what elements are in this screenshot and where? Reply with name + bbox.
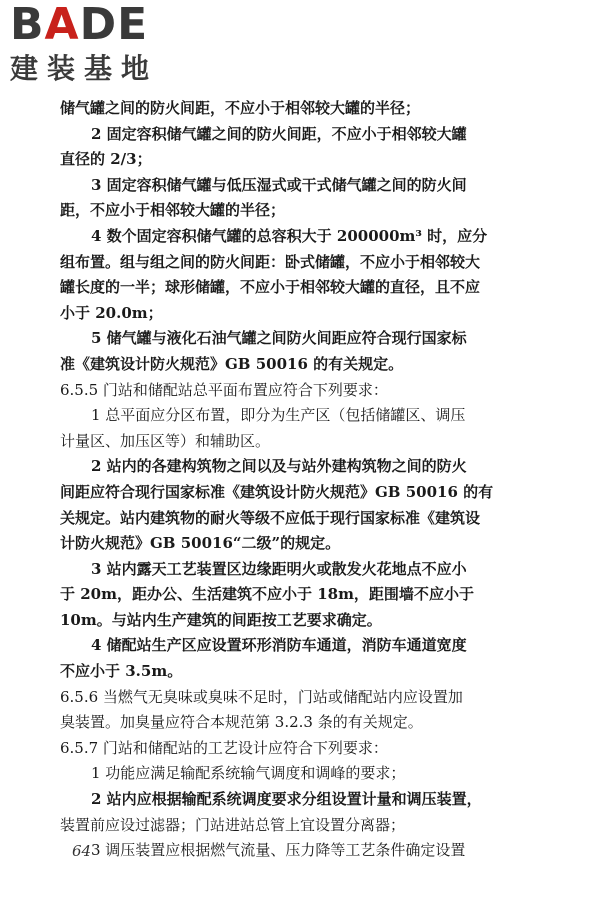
section-heading: 6.5.6 当燃气无臭味或臭味不足时，门站或储配站内应设置加 [60, 687, 463, 706]
text-line: 臭装置。加臭量应符合本规范第 3.2.3 条的有关规定。 [60, 713, 423, 732]
text-line: 准《建筑设计防火规范》GB 50016 的有关规定。 [60, 354, 404, 373]
text-line: 计量区、加压区等）和辅助区。 [60, 431, 271, 450]
clause-item: 4 数个固定容积储气罐的总容积大于 200000m³ 时，应分 [91, 226, 488, 245]
clause-item: 4 储配站生产区应设置环形消防车通道，消防车通道宽度 [91, 636, 467, 655]
text-line: 于 20m，距办公、生活建筑不应小于 18m，距围墙不应小于 [60, 585, 474, 604]
text-line: 距，不应小于相邻较大罐的半径； [60, 201, 286, 220]
text-line: 直径的 2/3； [60, 150, 152, 169]
section-heading: 6.5.7 门站和储配站的工艺设计应符合下列要求： [60, 738, 388, 757]
bade-logo [10, 2, 180, 92]
text-line: 关规定。站内建筑物的耐火等级不应低于现行国家标准《建筑设 [60, 508, 481, 527]
text-line: 10m。与站内生产建筑的间距按工艺要求确定。 [60, 610, 382, 629]
text-line: 间距应符合现行国家标准《建筑设计防火规范》GB 50016 的有 [60, 482, 494, 501]
logo-letters-de: DE [79, 0, 149, 50]
clause-item: 5 储气罐与液化石油气罐之间防火间距应符合现行国家标 [91, 329, 467, 348]
text-line: 小于 20.0m； [60, 303, 163, 322]
logo-subtitle: 建装基地 [10, 52, 159, 85]
text-line: 组布置。组与组之间的防火间距：卧式储罐，不应小于相邻较大 [60, 252, 481, 271]
clause-item: 3 固定容积储气罐与低压湿式或干式储气罐之间的防火间 [91, 175, 467, 194]
text-line: 计防火规范》GB 50016“二级”的规定。 [60, 534, 341, 553]
clause-item: 3 调压装置应根据燃气流量、压力降等工艺条件确定设置 [91, 841, 466, 860]
text-line: 罐长度的一半；球形储罐，不应小于相邻较大罐的直径，且不应 [60, 278, 481, 297]
text-line: 储气罐之间的防火间距，不应小于相邻较大罐的半径； [60, 99, 421, 117]
logo-wordmark [10, 2, 180, 50]
logo-letter-a-accent: A [44, 0, 80, 50]
section-heading: 6.5.5 门站和储配站总平面布置应符合下列要求： [60, 380, 388, 399]
clause-item: 2 固定容积储气罐之间的防火间距，不应小于相邻较大罐 [91, 124, 467, 143]
text-line: 不应小于 3.5m。 [60, 662, 183, 681]
clause-item: 1 总平面应分区布置，即分为生产区（包括储罐区、调压 [91, 406, 466, 425]
clause-item: 3 站内露天工艺装置区边缘距明火或散发火花地点不应小 [91, 559, 467, 578]
clause-item: 2 站内应根据输配系统调度要求分组设置计量和调压装置， [91, 790, 482, 809]
logo-letter-b: B [10, 0, 45, 50]
text-line: 装置前应设过滤器；门站进站总管上宜设置分离器； [60, 815, 406, 834]
clause-item: 1 功能应满足输配系统输气调度和调峰的要求； [91, 764, 406, 783]
document-body [60, 96, 538, 864]
page-number: 64 [72, 842, 92, 860]
clause-item: 2 站内的各建构筑物之间以及与站外建构筑物之间的防火 [91, 457, 467, 476]
